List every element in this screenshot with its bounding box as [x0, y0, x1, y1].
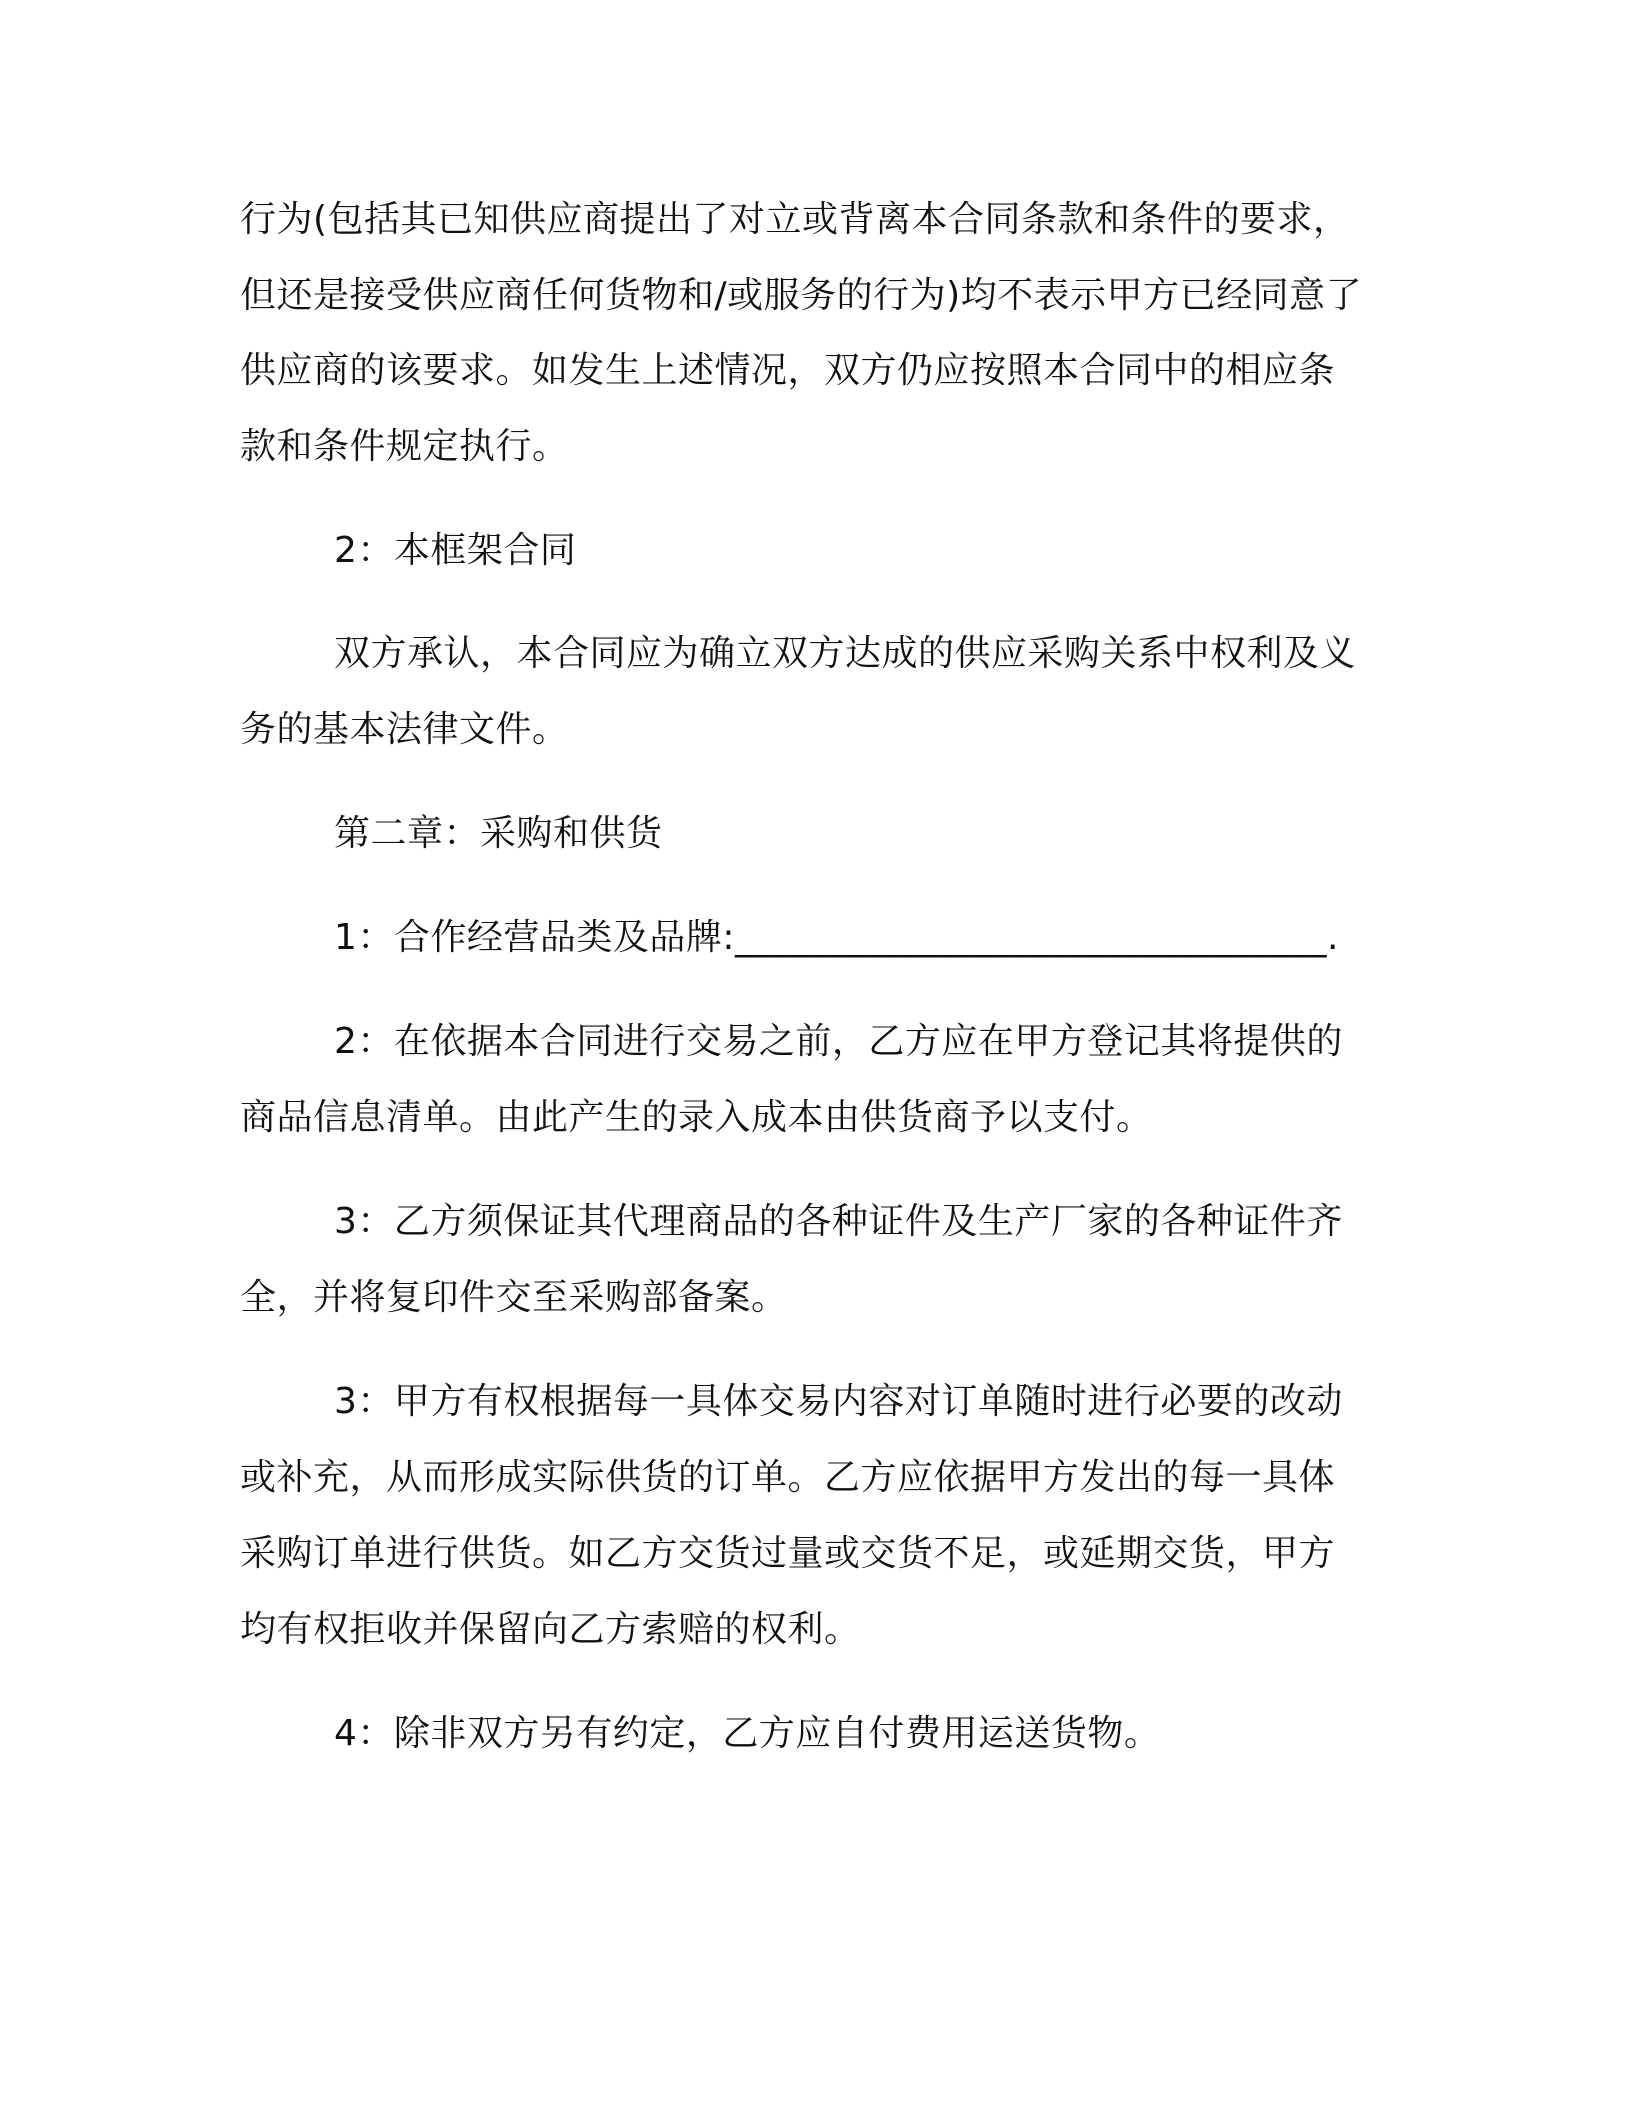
text-line: 但还是接受供应商任何货物和/或服务的行为)均不表示甲方已经同意了: [240, 275, 1363, 316]
text-line: 或补充，从而形成实际供货的订单。乙方应依据甲方发出的每一具体: [240, 1457, 1336, 1498]
text-line: 供应商的该要求。如发生上述情况，双方仍应按照本合同中的相应条: [240, 350, 1336, 391]
text-line: 全，并将复印件交至采购部备案。: [240, 1277, 788, 1318]
text-line: 3：甲方有权根据每一具体交易内容对订单随时进行必要的改动: [334, 1381, 1343, 1422]
text-line: 均有权拒收并保留向乙方索赔的权利。: [240, 1609, 861, 1650]
text-line: 务的基本法律文件。: [240, 709, 569, 750]
chapter-heading: 第二章：采购和供货: [334, 813, 663, 854]
text-line: 款和条件规定执行。: [240, 426, 569, 467]
section-heading: 2：本框架合同: [334, 530, 577, 571]
text-line: 双方承认，本合同应为确立双方达成的供应采购关系中权利及义: [334, 633, 1357, 674]
text-line: 采购订单进行供货。如乙方交货过量或交货不足，或延期交货，甲方: [240, 1533, 1336, 1574]
text-line: 3：乙方须保证其代理商品的各种证件及生产厂家的各种证件齐: [334, 1201, 1343, 1242]
text-line: 4：除非双方另有约定，乙方应自付费用运送货物。: [334, 1713, 1161, 1754]
text-line: 商品信息清单。由此产生的录入成本由供货商予以支付。: [240, 1097, 1153, 1138]
text-line: 2：在依据本合同进行交易之前，乙方应在甲方登记其将提供的: [334, 1021, 1343, 1062]
text-line: 1：合作经营品类及品牌:________________________________.: [334, 917, 1339, 958]
text-line: 行为(包括其已知供应商提出了对立或背离本合同条款和条件的要求，: [240, 199, 1350, 240]
